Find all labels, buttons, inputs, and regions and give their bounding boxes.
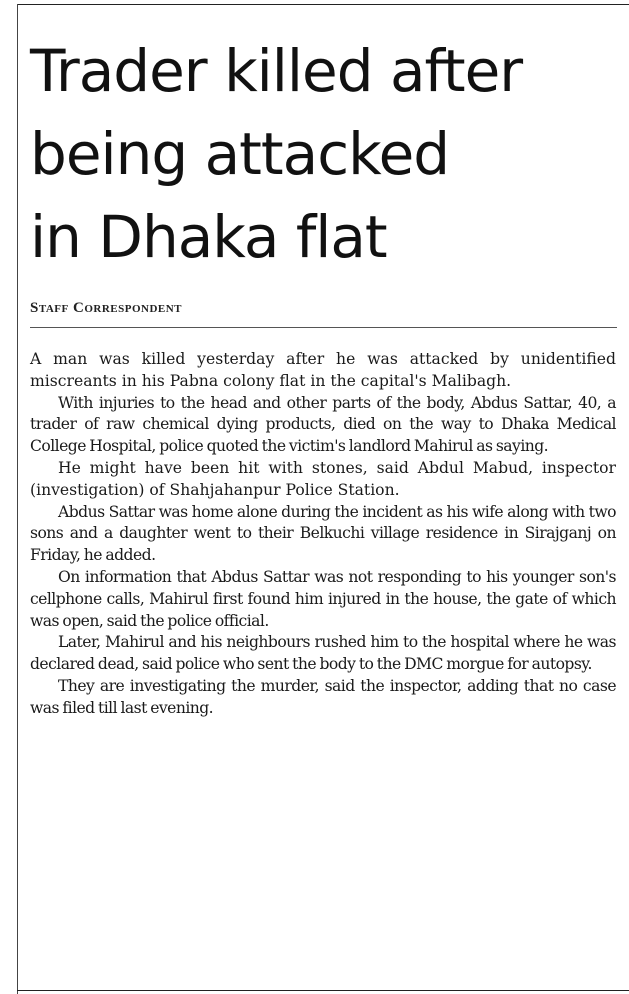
bottom-rule — [17, 990, 629, 991]
article-headline — [30, 30, 628, 279]
article-paragraph: He might have been hit with stones, said Abdul Mabud, inspector (investigation) of Shahjahanpur Police Station. — [30, 458, 616, 499]
article-paragraph: On information that Abdus Sattar was not responding to his younger son's cellphone calls, Mahirul first found him injured in the house, the gate of which was open, said the police official. — [30, 567, 616, 630]
article-paragraph: With injuries to the head and other parts of the body, Abdus Sattar, 40, a trader of raw chemical dying products, died on the way to Dhaka Medical College Hospital, police quoted the victim's landlord Mahirul as saying. — [30, 393, 616, 456]
article-paragraph: A man was killed yesterday after he was attacked by unidentified miscreants in his Pabna colony flat in the capital's Malibagh. — [30, 350, 616, 390]
headline-line-3: in Dhaka flat — [30, 203, 387, 271]
top-rule — [18, 4, 629, 5]
article-paragraph: Abdus Sattar was home alone during the incident as his wife along with two sons and a daughter went to their Belkuchi village residence in Sirajganj on Friday, he added. — [30, 502, 616, 565]
article-paragraph: Later, Mahirul and his neighbours rushed him to the hospital where he was declared dead, said police who sent the body to the DMC morgue for autopsy. — [30, 633, 616, 674]
headline-line-2: being attacked — [30, 120, 450, 188]
article-body — [30, 349, 616, 720]
article-byline: Staff Correspondent — [30, 300, 183, 316]
byline-rule — [30, 327, 617, 328]
headline-line-1: Trader killed after — [30, 37, 523, 105]
article-paragraph: They are investigating the murder, said the inspector, adding that no case was filed till last evening. — [30, 676, 616, 717]
column-rule — [17, 4, 18, 994]
